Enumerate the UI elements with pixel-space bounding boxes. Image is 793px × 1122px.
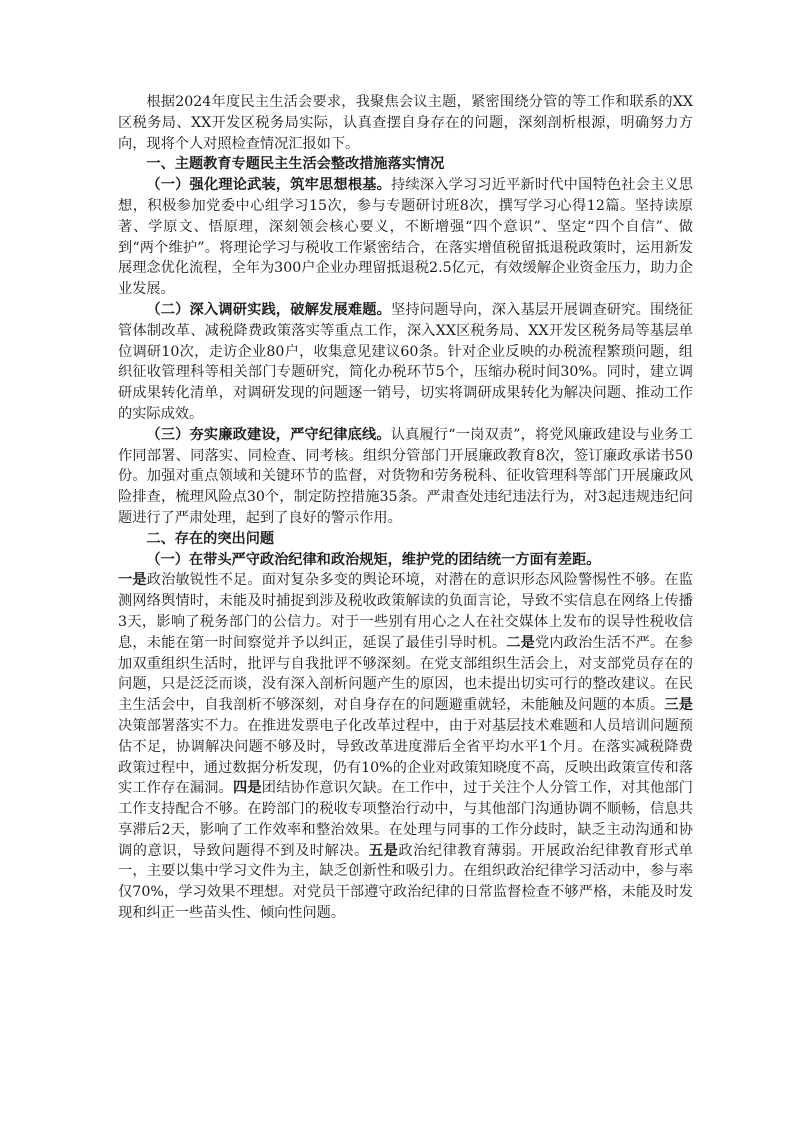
point-label: 五是 xyxy=(368,842,399,859)
section-2-problems-paragraph xyxy=(118,570,693,924)
section-2-title: 二、存在的突出问题 xyxy=(146,530,275,547)
point-text: 党内政治生活不严。在参加双重组织生活时，批评与自我批评不够深刻。在党支部组织生活会上，对支部党员存在的问题，只是泛泛而谈，没有深入剖析问题产生的原因，也未提出切实可行的整改建议。在民主生活会中，自我剖析不够深刻，对自身存在的问题避重就轻，未能触及问题的本质。 xyxy=(118,634,693,714)
item-body: 坚持问题导向，深入基层开展调查研究。围绕征管体制改革、减税降费政策落实等重点工作，深入XX区税务局、XX开发区税务局等基层单位调研10次，走访企业80户，收集意见建议60条。针对企业反映的办税流程繁琐问题，组织征收管理科等相关部门专题研究，简化办税环节5个，压缩办税时间30%。同时，建立调研成果转化清单，对调研发现的问题逐一销号，切实将调研成果转化为解决问题、推动工作的实际成效。 xyxy=(118,301,693,422)
item-heading: （三）夯实廉政建设，严守纪律底线。 xyxy=(146,426,391,443)
item-body: 持续深入学习习近平新时代中国特色社会主义思想，积极参加党委中心组学习15次，参与专题研讨班8次，撰写学习心得12篇。坚持读原著、学原文、悟原理，深刻领会核心要义，不断增强“四个意识”、坚定“四个自信”、做到“两个维护”。将理论学习与税收工作紧密结合，在落实增值税留抵退税政策时，运用新发展理念优化流程，全年为300户企业办理留抵退税2.5亿元，有效缓解企业资金压力，助力企业发展。 xyxy=(118,177,693,298)
intro-paragraph: 根据2024年度民主生活会要求，我聚焦会议主题，紧密围绕分管的等工作和联系的XX区税务局、XX开发区税务局实际，认真查摆自身存在的问题，深刻剖析根源，明确努力方向，现将个人对照检查情况汇报如下。 xyxy=(118,94,693,152)
point-text: 决策部署落实不力。在推进发票电子化改革过程中，由于对基层技术难题和人员培训问题预估不足，协调解决问题不够及时，导致改革进度滞后全省平均水平1个月。在落实减税降费政策过程中，通过数据分析发现，仍有10%的企业对政策知晓度不高，反映出政策宣传和落实工作存在漏洞。 xyxy=(118,717,693,797)
point-text: 团结协作意识欠缺。在工作中，过于关注个人分管工作，对其他部门工作支持配合不够。在跨部门的税收专项整治行动中，与其他部门沟通协调不顺畅，信息共享滞后2天，影响了工作效率和整治效果。在处理与同事的工作分歧时，缺乏主动沟通和协调的意识，导致问题得不到及时解决。 xyxy=(118,780,693,859)
point-label: 四是 xyxy=(233,780,262,797)
section-1-item-1 xyxy=(118,175,693,300)
section-1-title: 一、主题教育专题民主生活会整改措施落实情况 xyxy=(146,156,445,173)
point-text: 政治敏锐性不足。面对复杂多变的舆论环境，对潜在的意识形态风险警惕性不够。在监测网络舆情时，未能及时捕捉到涉及税收政策解读的负面言论，导致不实信息在网络上传播3天，影响了税务部门的公信力。对于一些别有用心之人在社交媒体上发布的误导性税收信息，未能在第一时间察觉并予以纠正，延误了最佳引导时机。 xyxy=(118,572,693,651)
item-heading: （一）强化理论武装，筑牢思想根基。 xyxy=(146,177,392,194)
item-body: 认真履行“一岗双责”，将党风廉政建设与业务工作同部署、同落实、同检查、同考核。组织分管部门开展廉政教育8次，签订廉政承诺书50份。加强对重点领域和关键环节的监督，对货物和劳务税科、征收管理科等部门开展廉政风险排查，梳理风险点30个，制定防控措施35条。严肃查处违纪违法行为，对3起违规违纪问题进行了严肃处理，起到了良好的警示作用。 xyxy=(118,426,693,526)
point-label: 二是 xyxy=(506,634,535,651)
point-label: 三是 xyxy=(664,697,693,714)
item-heading: （二）深入调研实践，破解发展难题。 xyxy=(146,301,392,318)
section-1-item-3 xyxy=(118,425,693,529)
point-label: 一是 xyxy=(118,572,147,589)
point-text: 政治纪律教育薄弱。开展政治纪律教育形式单一，主要以集中学习文件为主，缺乏创新性和吸引力。在组织政治纪律学习活动中，参与率仅70%，学习效果不理想。对党员干部遵守政治纪律的日常监督检查不够严格，未能及时发现和纠正一些苗头性、倾向性问题。 xyxy=(118,842,693,922)
section-1-item-2 xyxy=(118,300,693,425)
section-2-sub-heading: （一）在带头严守政治纪律和政治规矩，维护党的团结统一方面有差距。 xyxy=(146,551,601,568)
